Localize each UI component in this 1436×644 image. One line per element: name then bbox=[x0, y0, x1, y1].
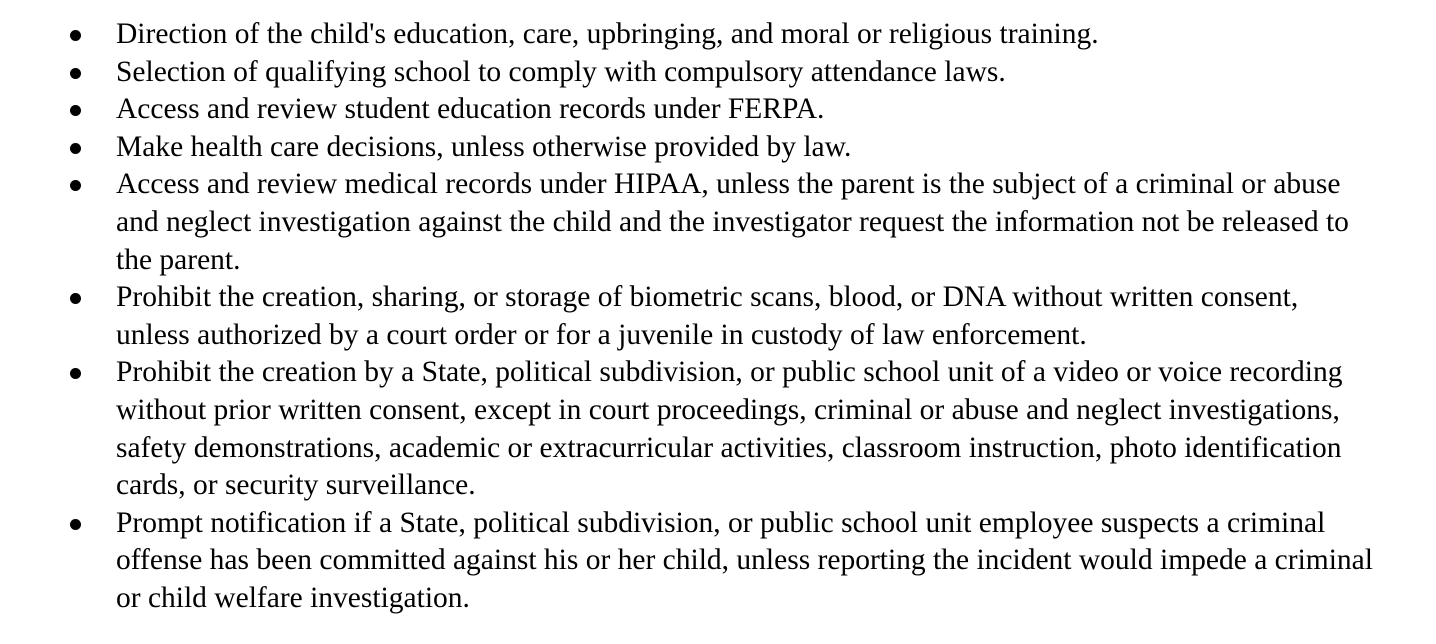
list-item bbox=[0, 16, 1436, 54]
bullet-icon bbox=[70, 68, 81, 79]
bullet-icon bbox=[70, 143, 81, 154]
bullet-icon bbox=[70, 180, 81, 191]
list-item-text: Prohibit the creation by a State, political subdivision, or public school unit of a video or voice recording without prior written consent, except in court proceedings, criminal or abuse and neglect investigations, safety demonstrations, academic or extracurricular activities, classroom instruction, photo identification cards, or security surveillance. bbox=[116, 356, 1343, 502]
list-item-text: Prohibit the creation, sharing, or storage of biometric scans, blood, or DNA without written consent, unless authorized by a court order or for a juvenile in custody of law enforcement. bbox=[116, 281, 1299, 351]
bullet-icon bbox=[70, 293, 81, 304]
list-item-text: Access and review medical records under HIPAA, unless the parent is the subject of a criminal or abuse and neglect investigation against the child and the investigator request the information not be released to the parent. bbox=[116, 168, 1349, 276]
rights-bullet-list bbox=[0, 16, 1436, 618]
list-item bbox=[0, 91, 1436, 129]
list-item-text: Make health care decisions, unless otherwise provided by law. bbox=[116, 130, 852, 163]
list-item bbox=[0, 354, 1436, 504]
list-item-text: Direction of the child's education, care, upbringing, and moral or religious training. bbox=[116, 18, 1099, 50]
list-item bbox=[0, 505, 1436, 618]
list-item bbox=[0, 54, 1436, 92]
list-item bbox=[0, 129, 1436, 167]
bullet-icon bbox=[70, 105, 81, 116]
bullet-icon bbox=[70, 30, 81, 41]
list-item-text: Access and review student education records under FERPA. bbox=[116, 93, 825, 126]
list-item bbox=[0, 279, 1436, 354]
list-item-text: Prompt notification if a State, political subdivision, or public school unit employee suspects a criminal offense has been committed against his or her child, unless reporting the incident would impede a criminal or child welfare investigation. bbox=[116, 506, 1373, 614]
list-item bbox=[0, 166, 1436, 279]
list-item-text: Selection of qualifying school to comply with compulsory attendance laws. bbox=[116, 55, 1006, 88]
bullet-icon bbox=[70, 368, 81, 379]
bullet-icon bbox=[70, 519, 81, 530]
